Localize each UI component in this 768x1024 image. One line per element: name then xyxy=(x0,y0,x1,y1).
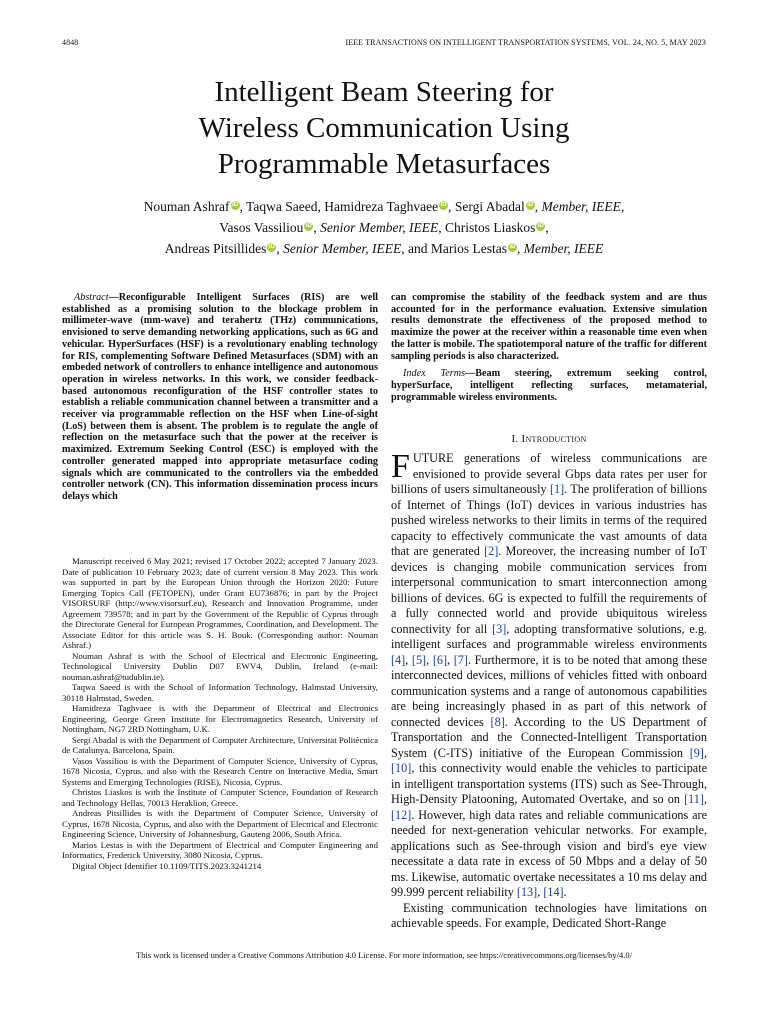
abstract-paragraph xyxy=(391,292,707,362)
intro-text: . Moreover, the increasing number of IoT devices is changing mobile communication services from interpersonal communication to smart interconnection among billions of devices. 6G is expected to fulfill the requirements of a fully connected world and provide ubiquitous wireless connectivity for all xyxy=(391,544,707,636)
orcid-icon[interactable]: iD xyxy=(509,244,516,250)
orcid-icon[interactable]: iD xyxy=(305,223,312,229)
intro-text: . According to the US Department of Transportation and the Connected-Intelligent Transportation System (C-ITS) initiative of the European Commission xyxy=(391,714,707,760)
footnote: Sergi Abadal is with the Department of Computer Architecture, Universitat Politècnica de Catalunya, Barcelona, Spain. xyxy=(62,734,378,755)
footnote: Taqwa Saeed is with the School of Information Technology, Halmstad University, 30118 Halmstad, Sweden. xyxy=(62,682,378,703)
author-role: Senior Member, IEEE xyxy=(320,220,439,235)
footnote: Christos Liaskos is with the Institute of Computer Science, Foundation of Research and Technology Hellas, 70013 Heraklion, Greece. xyxy=(62,787,378,808)
abstract-left xyxy=(62,292,378,503)
citation-link[interactable]: [2] xyxy=(484,544,499,558)
author-line xyxy=(62,196,706,217)
separator: , xyxy=(276,241,284,256)
author-name: , Sergi Abadal xyxy=(448,199,525,214)
citation-link[interactable]: [9] xyxy=(689,745,704,760)
separator: , xyxy=(534,199,542,214)
author-name: Andreas Pitsillides xyxy=(164,241,267,256)
abstract-paragraph xyxy=(62,292,378,503)
index-terms xyxy=(391,368,707,403)
orcid-icon[interactable]: iD xyxy=(440,202,447,208)
footnote: Hamidreza Taghvaee is with the Department of Electrical and Electronics Engineering, George Green Institute for Electromagnetics Research, University of Nottingham, NG7 2RD Nottingham, U.K. xyxy=(62,703,378,734)
author-role: Senior Member, IEEE xyxy=(283,241,402,256)
index-terms-label: Index Terms xyxy=(403,368,466,380)
intro-text: , xyxy=(537,885,544,899)
citation-link[interactable]: [11] xyxy=(684,792,704,806)
intro-text: . Furthermore, it is to be noted that among these interconnected devices, millions of vehicles fitted with onboard communication systems and a range of autonomous capabilities are being increasingly phased in as part of this network of connected devices xyxy=(391,652,708,729)
separator: , xyxy=(313,220,321,235)
intro-text: UTURE generations of wireless communications are envisioned to provide several Gbps data rates per user for billions of users simultaneously xyxy=(391,451,707,496)
citation-link[interactable]: [5] xyxy=(411,652,427,667)
citation-link[interactable]: [8] xyxy=(490,714,505,729)
intro-text: , xyxy=(447,652,454,667)
intro-text: . However, high data rates and reliable communications are needed for next-generation vehicular networks. For example, applications such as See-through vision and bird's eye view necessitate a data rate in excess of 50 Mbps and a delay of 50 ms. Likewise, automatic overtake necessitates a 10 ms delay and 99.999 percent reliability xyxy=(391,807,707,899)
intro-text: . The proliferation of billions of Internet of Things (IoT) devices in various industries has pushed wireless networks to their limits in terms of the required capacity to effectively communicate the vast amounts of data that are generated xyxy=(391,482,707,558)
citation-link[interactable]: [7] xyxy=(453,652,468,667)
section-heading xyxy=(391,433,707,445)
intro-text: , this connectivity would enable the vehicles to participate in intelligent transportation systems (ITS) such as See-Through, High-Density Platooning, Automated Overtake, and so on xyxy=(391,761,707,806)
intro-text: , xyxy=(703,745,707,760)
footnote: Vasos Vassiliou is with the Department of Computer Science, University of Cyprus, 1678 Nicosia, Cyprus, and also with the Research Centre on Interactive Media, Smart Systems and Emerging Technologies (RISE), Nicosia, Cyprus. xyxy=(62,755,378,787)
drop-cap: F xyxy=(391,448,410,485)
footnote: Marios Lestas is with the Department of Electrical and Computer Engineering and Informatics, Frederick University, 3080 Nicosia, Cyprus. xyxy=(62,839,378,860)
section-number: I. xyxy=(511,433,519,445)
intro-text: , xyxy=(426,652,433,667)
author-name: , Taqwa Saeed, Hamidreza Taghvaee xyxy=(239,199,439,214)
separator: , xyxy=(516,241,524,256)
separator: , xyxy=(545,220,549,235)
title-line: Wireless Communication Using xyxy=(198,112,570,144)
intro-text: . xyxy=(563,885,567,899)
license-footer: This work is licensed under a Creative Commons Attribution 4.0 License. For more information, see https://creativecommons.org/licenses/by/4.0/ xyxy=(135,950,633,960)
intro-paragraph: Existing communication technologies have limitations on achievable speeds. For example, Dedicated Short-Range xyxy=(391,900,707,930)
footnote: Manuscript received 6 May 2021; revised 17 October 2022; accepted 7 January 2023. Date of publication 10 February 2023; date of current version 8 May 2023. This work was supported in part by the European Union through the Horizon 2020: Future Emerging Topics Call (FETOPEN), under Grant EU736876; in part by the Project VISORSURF (http://www.visorsurf.eu), Research and Innovation Programme, under Agreement 739578; and in part by the Government of the Republic of Cyprus through the Directorate General for European Programmes, Coordination, and Development. The Associate Editor for this article was S. H. Bouk. (Corresponding author: Nouman Ashraf.) xyxy=(62,556,378,650)
citation-link[interactable]: [3] xyxy=(492,621,507,636)
citation-link[interactable]: [1] xyxy=(549,482,565,496)
author-name: , and Marios Lestas xyxy=(401,241,507,256)
intro-text: , xyxy=(703,792,707,806)
author-name: , Christos Liaskos xyxy=(438,220,536,235)
author-list xyxy=(62,196,706,259)
intro-paragraph xyxy=(391,448,708,901)
abstract-right xyxy=(391,292,707,414)
citation-link[interactable]: [6] xyxy=(432,652,448,667)
author-name: Vasos Vassiliou xyxy=(219,220,304,235)
separator: , xyxy=(620,199,625,214)
author-line xyxy=(62,217,706,238)
title-line: Intelligent Beam Steering for xyxy=(214,76,554,108)
orcid-icon[interactable]: iD xyxy=(527,202,534,208)
author-name: Nouman Ashraf xyxy=(143,199,230,214)
running-header xyxy=(62,38,706,52)
page-number: 4848 xyxy=(62,38,79,47)
author-role: Member, IEEE xyxy=(541,199,621,214)
section-title: Introduction xyxy=(521,433,587,445)
abstract-text-continued: can compromise the stability of the feedback system and are thus accounted for in the performance evaluation. Extensive simulation results demonstrate the effectiveness of the proposed method to maximize the power at the receiver within a reasonable time even when the latter is mobile. The spatiotemporal nature of the traffic for different sampling periods is also characterized. xyxy=(391,292,707,362)
citation-link[interactable]: [4] xyxy=(391,652,406,667)
journal-name: IEEE TRANSACTIONS ON INTELLIGENT TRANSPORTATION SYSTEMS, VOL. 24, NO. 5, MAY 2023 xyxy=(345,38,706,47)
orcid-icon[interactable]: iD xyxy=(268,244,275,250)
introduction-body xyxy=(391,448,708,932)
orcid-icon[interactable]: iD xyxy=(232,202,239,208)
intro-text: , xyxy=(405,652,412,667)
separator: — xyxy=(465,368,476,380)
citation-link[interactable]: [13] xyxy=(516,885,538,899)
footnotes xyxy=(62,556,378,871)
author-line xyxy=(62,238,706,259)
author-role: Member, IEEE xyxy=(523,241,604,256)
separator: — xyxy=(108,292,119,303)
citation-link[interactable]: [12] xyxy=(391,807,412,822)
intro-text: , adopting transformative solutions, e.g. intelligent surfaces and programmable wireless environments xyxy=(391,621,707,651)
title-line: Programmable Metasurfaces xyxy=(217,148,551,180)
footnote: Nouman Ashraf is with the School of Electrical and Electronic Engineering, Technological University Dublin D07 EWV4, Dublin, Ireland (e-mail: nouman.ashraf@tudublin.ie). xyxy=(62,650,378,682)
paper-title xyxy=(62,74,706,182)
abstract-text: Reconfigurable Intelligent Surfaces (RIS) are well established as a promising solution to the blockage problem in millimeter-wave (mm-wave) and terahertz (THz) communications, envisioned to serve demanding networking applications, such as 6G and vehicular. HyperSurfaces (HSF) is a revolutionary enabling technology for RIS, complementing Software Defined Metasurfaces (SDM) with an embeded network of controllers to enhance intelligence and autonomous operation in wireless networks. In this work, we consider feedback-based autonomous reconfiguration of the HSF controller states to establish a reliable communication channel between a transmitter and a receiver via programmable reflection on the HSF when Line-of-sight (LoS) between them is absent. The problem is to regulate the angle of reflection on the metasurface such that the power at the receiver is maximized. Extremum Seeking Control (ESC) is employed with the controller generated mapped into appropriate metasurface coding signals which are communicated to the controllers via the embedded controller network (CN). This information dissemination process incurs delays which xyxy=(62,292,378,502)
citation-link[interactable]: [10] xyxy=(391,761,412,775)
footnote: Digital Object Identifier 10.1109/TITS.2023.3241214 xyxy=(72,860,262,871)
index-terms-text: Beam steering, extremum seeking control, hyperSurface, intelligent reflecting surfaces, metamaterial, programmable wireless environments. xyxy=(391,368,707,403)
footnote: Andreas Pitsillides is with the Department of Computer Science, University of Cyprus, 1678 Nicosia, Cyprus, and also with the Department of Electrical and Electronic Engineering Science, University of Johannesburg, Gauteng 2006, South Africa. xyxy=(62,808,378,839)
citation-link[interactable]: [14] xyxy=(543,885,564,899)
orcid-icon[interactable]: iD xyxy=(537,223,544,229)
abstract-label: Abstract xyxy=(74,292,109,303)
